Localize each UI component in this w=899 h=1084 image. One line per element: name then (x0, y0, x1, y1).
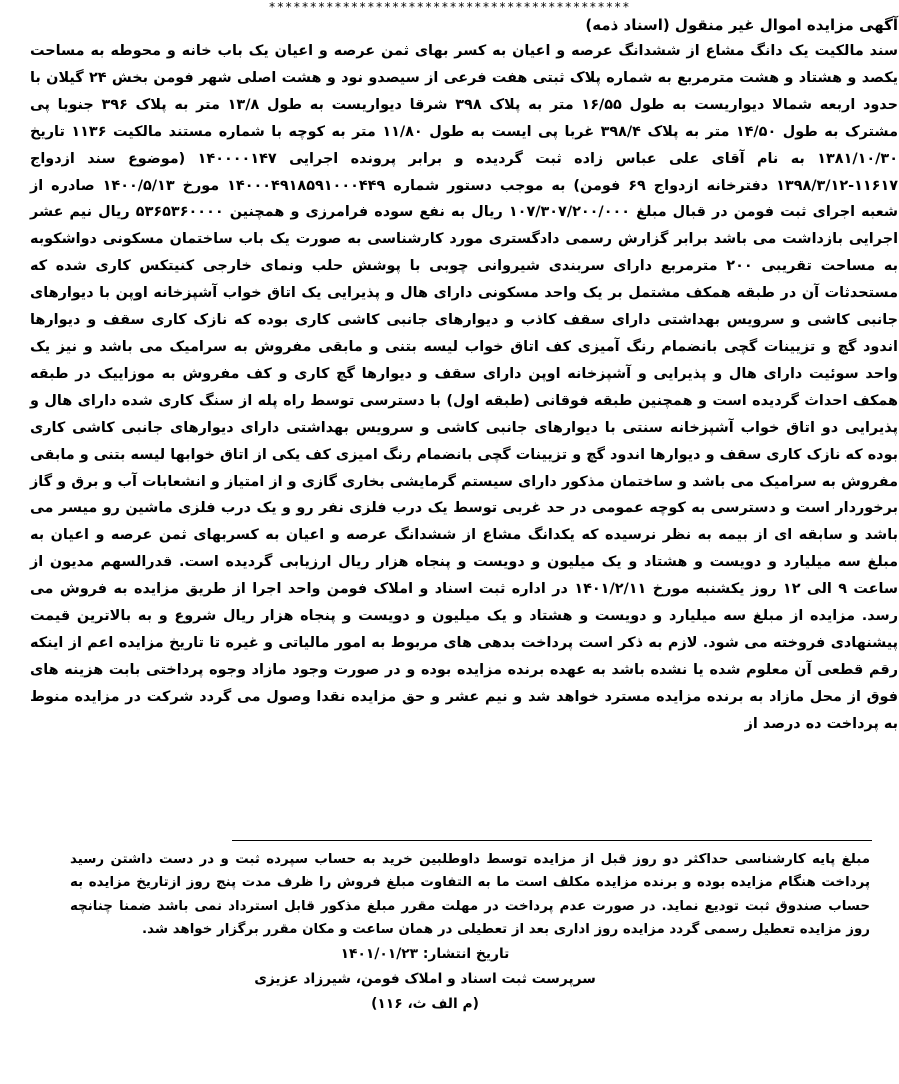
footer-paragraph: مبلغ پایه کارشناسی حداکثر دو روز قبل از مزایده توسط داوطلبین خرید به حساب سپرده ثبت و در دست داشتن رسید پرداخت هنگام مزایده بوده و برنده مزایده مکلف است ما به التفاوت مبلغ فروش را ظرف مدت پنج روز ازتاریخ مزایده به حساب صندوق ثبت تودیع نماید. در صورت عدم پرداخت در مهلت مقرر مبلغ مذکور قابل استرداد نمی باشد ضمنا چنانچه روز مزایده تعطیل رسمی گردد مزایده روز اداری بعد از تعطیلی در همان ساعت و مکان مقرر برگزار خواهد شد. (70, 852, 870, 938)
notice-code: (م الف ث، ۱۱۶) (371, 995, 479, 1012)
auction-notice (30, 12, 898, 738)
signature-line: سرپرست ثبت اسناد و املاک فومن، شیرزاد عزیزی (254, 970, 596, 987)
notice-title: آگهی مزایده اموال غیر منقول (اسناد ذمه) (585, 16, 898, 34)
notice-footer (70, 848, 870, 1017)
publish-date: تاریخ انتشار: ۱۴۰۱/۰۱/۲۳ (340, 945, 510, 962)
notice-body: سند مالکیت یک دانگ مشاع از ششدانگ عرصه و اعیان به کسر بهای ثمن عرصه و اعیان یک باب خانه و محوطه به مساحت یکصد و هشتاد و هشت مترمربع به شماره پلاک ثبتی هفت فرعی از سیصدو نود و هشت اصلی شهر فومن بخش ۲۴ گیلان با حدود اربعه شمالا دیواریست به طول ۱۶/۵۵ متر به پلاک ۳۹۸ شرقا دیواریست به طول ۱۳/۸ متر به پلاک ۳۹۶ جنوبا پی مشترک به طول ۱۴/۵۰ متر به پلاک ۳۹۸/۴ غربا پی ایست به طول ۱۱/۸۰ متر به کوچه با شماره مستند مالکیت ۱۱۳۶ تاریخ ۱۳۸۱/۱۰/۳۰ به نام آقای علی عباس زاده ثبت گردیده و برابر پرونده اجرایی ۱۴۰۰۰۰۱۴۷ (موضوع سند ازدواج ۱۱۶۱۷-۱۳۹۸/۳/۱۲ دفترخانه ازدواج ۶۹ فومن) به موجب دستور شماره ۱۴۰۰۰۴۹۱۸۵۹۱۰۰۰۴۴۹ مورخ ۱۴۰۰/۵/۱۳ صادره از شعبه اجرای ثبت فومن در قبال مبلغ ۱۰۷/۳۰۷/۲۰۰/۰۰۰ ریال به نفع سوده فرامرزی و همچنین ۵۳۶۵۳۶۰۰۰۰ ریال نیم عشر اجرایی بازداشت می باشد برابر گزارش رسمی دادگستری مورد کارشناسی به صورت یک باب ساختمان مسکونی دواشکوبه به مساحت تقریبی ۲۰۰ مترمربع دارای سربندی شیروانی چوبی با پوشش حلب ونمای خارجی کنیتکس کاری شده که مستحدثات آن در طبقه همکف مشتمل بر یک واحد مسکونی دارای هال و پذیرایی یک اتاق خواب آشپزخانه اوپن با دیوارهای جانبی کاشی و سرویس بهداشتی دارای سقف کاذب و دیوارهای جانبی کاشی کاری بوده که نازک کاری سقف و دیوارها اندود گچ و تزیینات گچی بانضمام رنگ آمیزی کف اتاق خواب لیسه بتنی و مابقی مفروش به سرامیک می باشد و نیز یک واحد سوئیت دارای هال و پذیرایی و آشپزخانه اوپن دارای سقف و دیوارها گچ کاری و کف مفروش به موزاییک در طبقه همکف احداث گردیده است و همچنین طبقه فوقانی (طبقه اول) با دسترسی توسط راه پله از سنگ کاری شده دارای هال و پذیرایی دو اتاق خواب آشپزخانه سنتی با دیوارهای جانبی کاشی و سرویس بهداشتی دارای دیوارهای جانبی کاشی کاری بوده که نازک کاری سقف و دیوارها اندود گچ و تزیینات گچی بانضمام رنگ امیزی کف یکی از اتاق خوابها لیسه بتنی و مابقی مفروش به سرامیک می باشد و ساختمان مذکور دارای سیستم گرمایشی بخاری گازی و از امتیاز و انشعابات آب و برق و گاز برخوردار است و دسترسی به کوچه عمومی در حد غربی توسط یک درب فلزی نفر رو و یک درب فلزی ماشین رو میسر می باشد و سابقه ای از بیمه به نظر نرسیده که یکدانگ مشاع از ششدانگ عرصه و اعیان به کسربهای ثمن عرصه و اعیان به مبلغ سه میلیارد و دویست و هشتاد و یک میلیون و دویست و پنجاه هزار ریال ارزیابی گردیده است. قدرالسهم مدیون از ساعت ۹ الی ۱۲ روز یکشنبه مورخ ۱۴۰۱/۲/۱۱ در اداره ثبت اسناد و املاک فومن واحد اجرا از طریق مزایده به فروش می رسد. مزایده از مبلغ سه میلیارد و دویست و هشتاد و یک میلیون و دویست و پنجاه هزار ریال شروع و به بالاترین قیمت پیشنهادی فروخته می شود. لازم به ذکر است پرداخت بدهی های مربوط به امور مالیاتی و غیره تا تاریخ مزایده اعم از اینکه رقم قطعی آن معلوم شده یا نشده باشد به عهده برنده مزایده بوده و در صورت وجود مازاد وجوه پرداختی بابت هزینه های فوق از محل مازاد به برنده مزایده مسترد خواهد شد و نیم عشر و حق مزایده نقدا وصول می گردد شرکت در مزایده منوط به پرداخت ده درصد از (30, 43, 899, 732)
section-divider (232, 840, 872, 841)
star-separator: ******************************************** (268, 0, 631, 14)
